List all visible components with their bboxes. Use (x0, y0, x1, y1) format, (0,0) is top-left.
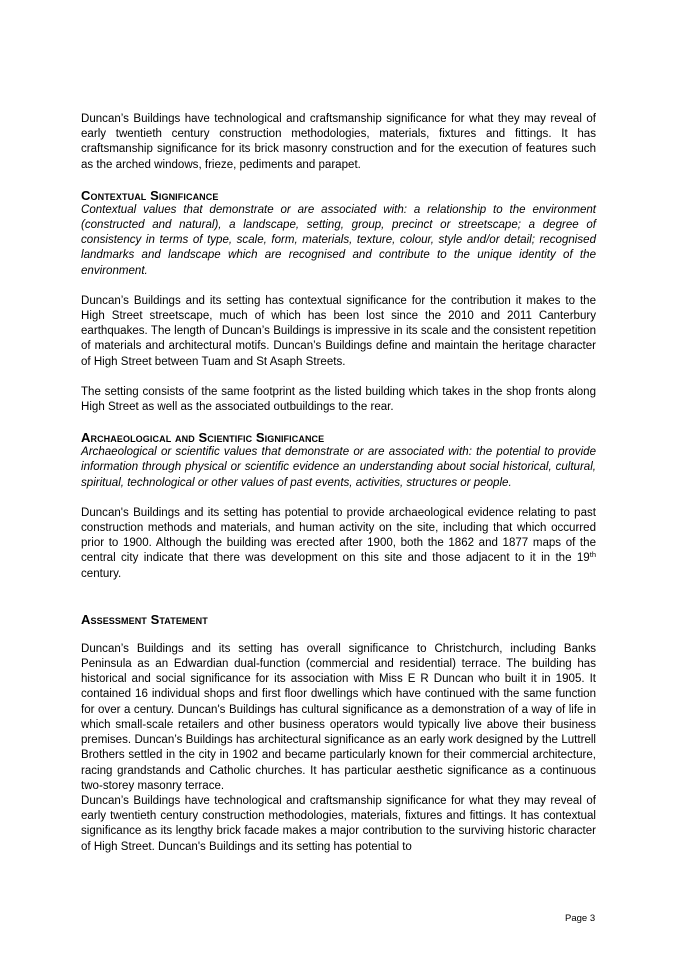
assessment-heading: Assessment Statement (81, 611, 208, 627)
contextual-paragraph-2: The setting consists of the same footprint as the listed building which takes in the shop fronts along High Street as well as the associated outbuildings to the rear. (81, 385, 596, 414)
page-number: Page 3 (565, 913, 596, 924)
contextual-definition: Contextual values that demonstrate or are associated with: a relationship to the environment (constructed and natural), a landscape, setting, group, precinct or streetscape; a degree of consistency in terms of type, scale, form, materials, texture, colour, style and/or detail; recognised landmarks and landscape which are recognised and contribute to the unique identity of the environment. (81, 203, 596, 277)
archaeological-paragraph: Duncan's Buildings and its setting has potential to provide archaeological evidence relating to past construction methods and materials, and human activity on the site, including that which occurred prior to 1900. Although the building was erected after 1900, both the 1862 and 1877 maps of the central city indicate that there was development on this site and those adjacent to it in the 19th century. (81, 506, 596, 580)
assessment-paragraph-2: Duncan’s Buildings have technological and craftsmanship significance for what they may reveal of early twentieth century construction methodologies, materials, fixtures and fittings. It has contextual significance as its lengthy brick facade makes a major contribution to the surviving historic character of High Street. Duncan's Buildings and its setting has potential to (81, 794, 596, 853)
document-body (81, 112, 596, 855)
contextual-paragraph-1: Duncan’s Buildings and its setting has contextual significance for the contribution it makes to the High Street streetscape, much of which has been lost since the 2010 and 2011 Canterbury earthquakes. The length of Duncan’s Buildings is impressive in its scale and the consistent repetition of materials and architectural motifs. Duncan’s Buildings define and maintain the heritage character of High Street between Tuam and St Asaph Streets. (81, 294, 596, 368)
archaeological-heading: Archaeological and Scientific Significance (81, 430, 325, 446)
archaeological-definition: Archaeological or scientific values that demonstrate or are associated with: the potential to provide information through physical or scientific evidence an understanding about social historical, cultural, spiritual, technological or other values of past events, activities, structures or people. (81, 446, 596, 489)
contextual-heading: Contextual Significance (81, 187, 219, 203)
assessment-paragraph-1: Duncan’s Buildings and its setting has overall significance to Christchurch, including Banks Peninsula as an Edwardian dual-function (commercial and residential) terrace. The building has historical and social significance for its association with Miss E R Duncan who built it in 1905. It contained 16 individual shops and first floor dwellings which have continued with the same function for over a century. Duncan's Buildings has cultural significance as a demonstration of a way of life in which small-scale retailers and other business operators would typically live above their business premises. Duncan’s Buildings has architectural significance as an early work designed by the Luttrell Brothers settled in the city in 1902 and became particularly known for their commercial architecture, racing grandstands and Catholic churches. It has particular aesthetic significance as a continuous two-storey masonry terrace. (81, 642, 596, 792)
intro-paragraph: Duncan’s Buildings have technological and craftsmanship significance for what they may reveal of early twentieth century construction methodologies, materials, fixtures and fittings. It has craftsmanship significance for its brick masonry construction and for the execution of features such as the arched windows, frieze, pediments and parapet. (81, 113, 596, 171)
